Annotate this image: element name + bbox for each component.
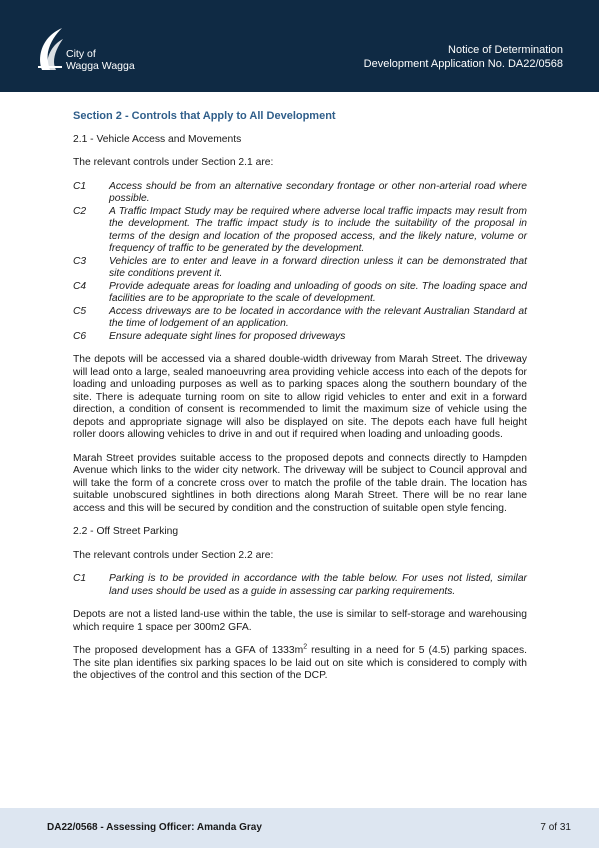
control-text: Ensure adequate sight lines for proposed driveways xyxy=(109,330,346,342)
city-logo xyxy=(36,26,146,76)
assessment-paragraph-depots: Depots are not a listed land-use within the table, the use is similar to self-storage and warehousing which require 1 space per 300m2 GFA. xyxy=(73,609,527,633)
control-code: C6 xyxy=(73,330,87,342)
control-code: C4 xyxy=(73,280,87,292)
control-text: A Traffic Impact Study may be required where adverse local traffic impacts may result from the development. The traffic impact study is to include the suitability of the proposal in terms of the design and location of the proposed access, and the likely nature, volume or frequency of traffic to be generated by the development. xyxy=(109,205,527,254)
control-item xyxy=(73,206,527,256)
assessment-paragraph-street: Marah Street provides suitable access to the proposed depots and connects directly to Hampden Avenue which links to the wider city network. The driveway will be subject to Council approval and will take the form of a concrete cross over to match the profile of the table drain. The location has suitable unobscured sightlines in both directions along Marah Street. There will be no rear lane access and this will be secured by condition and the construction of suitable open style fencing. xyxy=(73,452,527,514)
control-code: C5 xyxy=(73,305,87,317)
control-item xyxy=(73,306,527,331)
notice-title: Notice of Determination xyxy=(448,44,563,56)
section-title: Section 2 - Controls that Apply to All Development xyxy=(73,110,336,122)
gfa-text-b: resulting in a need for 5 (4.5) parking spaces. The site plan identifies six parking spaces lo be laid out on site which is considered to comply with the objectives of the control and this section of the DCP. xyxy=(73,645,527,681)
gfa-superscript: 2 xyxy=(303,643,308,651)
control-text: Access driveways are to be located in accordance with the relevant Australian Standard at the time of lodgement of an application. xyxy=(109,305,527,329)
controls-intro-2-2: The relevant controls under Section 2.2 are: xyxy=(73,549,274,561)
control-text: Provide adequate areas for loading and unloading of goods on site. The loading space and facilities are to be appropriate to the scale of development. xyxy=(109,280,527,304)
page-footer xyxy=(0,808,599,848)
assessment-paragraph-gfa xyxy=(73,645,527,683)
assessment-paragraph-access: The depots will be accessed via a shared double-width driveway from Marah Street. The driveway will lead onto a large, sealed manoeuvring area providing vehicle access into each of the depots for loading and unloading purposes as well as to parking spaces along the southern boundary of the site. There is adequate turning room on site to allow rigid vehicles to enter and exit in a forward direction, a condition of consent is recommended to limit the maximum size of vehicle using the depots and appropriate signage will also be displayed on site. The depots each have full height roller doors allowing vehicles to drive in and out if required when loading and unloading goods. xyxy=(73,354,527,440)
control-code: C1 xyxy=(73,180,87,192)
gfa-text-a: The proposed development has a GFA of 1333m xyxy=(73,645,304,656)
control-item xyxy=(73,181,527,206)
control-code: C3 xyxy=(73,255,87,267)
wagga-wave-logo-icon xyxy=(36,26,64,72)
control-code: C1 xyxy=(73,573,87,584)
logo-line-2: Wagga Wagga xyxy=(66,60,135,72)
notice-heading xyxy=(364,43,563,71)
application-number: Development Application No. DA22/0568 xyxy=(363,58,563,70)
footer-officer: DA22/0568 - Assessing Officer: Amanda Gray xyxy=(47,822,262,833)
subsection-heading-2-2: 2.2 - Off Street Parking xyxy=(73,526,179,537)
controls-list-2-2 xyxy=(73,573,527,598)
control-code: C2 xyxy=(73,205,87,217)
logo-line-1: City of xyxy=(66,48,96,60)
control-text: Access should be from an alternative secondary frontage or other non-arterial road where possible. xyxy=(109,180,527,204)
page-number: 7 of 31 xyxy=(540,822,571,833)
page-header xyxy=(0,0,599,92)
subsection-heading-2-1: 2.1 - Vehicle Access and Movements xyxy=(73,133,242,145)
control-text: Parking is to be provided in accordance with the table below. For uses not listed, similar land uses should be used as a guide in assessing car parking requirements. xyxy=(109,573,527,597)
control-text: Vehicles are to enter and leave in a forward direction unless it can be demonstrated that site conditions prevent it. xyxy=(109,255,527,279)
logo-text xyxy=(66,48,135,72)
page-body xyxy=(73,110,527,694)
control-item xyxy=(73,573,527,598)
control-item xyxy=(73,256,527,281)
control-item xyxy=(73,281,527,306)
control-item xyxy=(73,331,527,344)
controls-intro-2-1: The relevant controls under Section 2.1 are: xyxy=(73,157,274,168)
controls-list-2-1 xyxy=(73,181,527,344)
